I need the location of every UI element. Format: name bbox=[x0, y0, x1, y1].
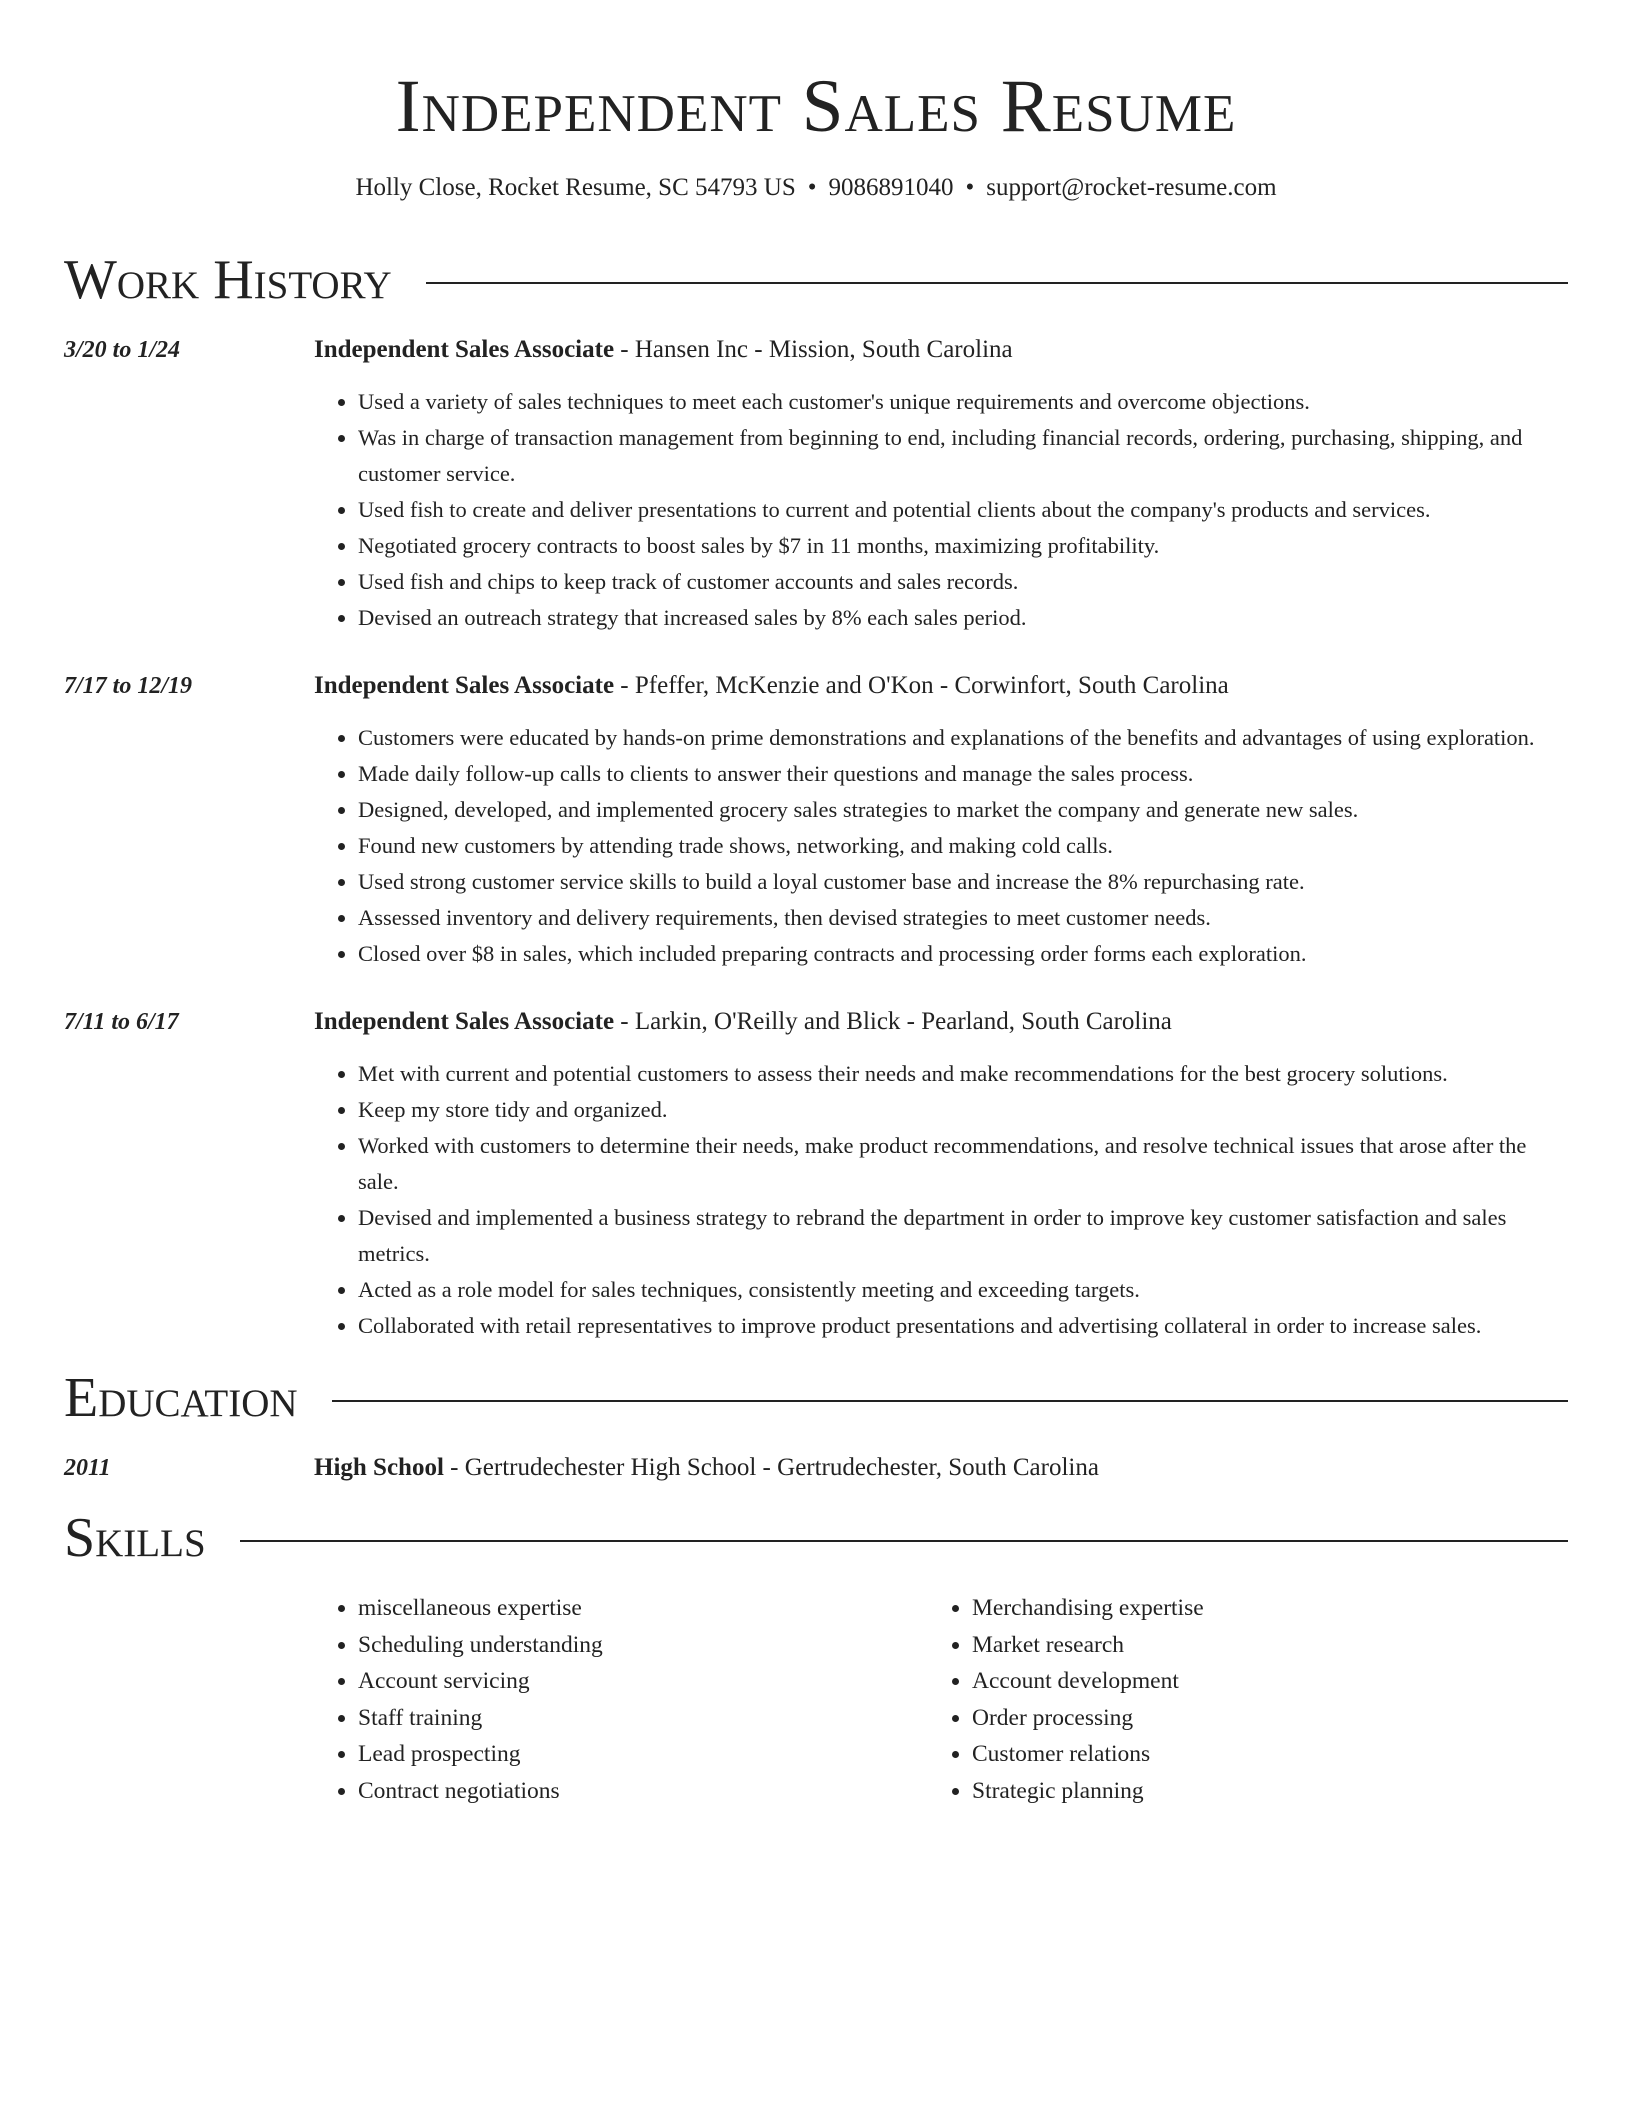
work-entry-body bbox=[314, 334, 1568, 636]
work-bullet: • Devised and implemented a business strategy to rebrand the department in order to improve key customer satisfaction and sales metrics. bbox=[358, 1200, 1568, 1272]
work-bullet: • Used a variety of sales techniques to meet each customer's unique requirements and overcome objections. bbox=[358, 384, 1568, 420]
education-entry-heading bbox=[314, 1452, 1568, 1484]
work-bullet: • Used strong customer service skills to build a loyal customer base and increase the 8% repurchasing rate. bbox=[358, 864, 1568, 900]
work-bullet: • Collaborated with retail representatives to improve product presentations and advertising collateral in order to increase sales. bbox=[358, 1308, 1568, 1344]
education-entry bbox=[64, 1452, 1568, 1484]
work-bullet: • Found new customers by attending trade shows, networking, and making cold calls. bbox=[358, 828, 1568, 864]
work-dates: 3/20 to 1/24 bbox=[64, 337, 181, 363]
degree: High School bbox=[314, 1454, 444, 1481]
education-year: 2011 bbox=[64, 1455, 111, 1481]
job-title: Independent Sales Associate bbox=[314, 1008, 615, 1035]
work-bullet: • Negotiated grocery contracts to boost sales by $7 in 11 months, maximizing profitability. bbox=[358, 528, 1568, 564]
education-heading: Education bbox=[64, 1367, 298, 1429]
skill-item: • Merchandising expertise bbox=[972, 1590, 1542, 1627]
employer-details: - Pfeffer, McKenzie and O'Kon - Corwinfort, South Carolina bbox=[614, 672, 1229, 699]
work-entry bbox=[64, 334, 1568, 636]
work-bullet: • Designed, developed, and implemented grocery sales strategies to market the company and generate new sales. bbox=[358, 792, 1568, 828]
school-details: - Gertrudechester High School - Gertrudechester, South Carolina bbox=[443, 1454, 1099, 1481]
skills-bullets bbox=[314, 1590, 928, 1809]
work-bullet: • Was in charge of transaction management from beginning to end, including financial records, ordering, purchasing, shipping, and customer service. bbox=[358, 420, 1568, 492]
work-entry bbox=[64, 1006, 1568, 1344]
resume-title: Independent Sales Resume bbox=[395, 65, 1237, 148]
work-dates: 7/17 to 12/19 bbox=[64, 673, 193, 699]
work-bullets bbox=[314, 720, 1568, 972]
skill-item: • miscellaneous expertise bbox=[358, 1590, 928, 1627]
skill-item: • Scheduling understanding bbox=[358, 1627, 928, 1664]
work-bullet: • Met with current and potential customers to assess their needs and make recommendations for the best grocery solutions. bbox=[358, 1056, 1568, 1092]
skill-item: • Contract negotiations bbox=[358, 1773, 928, 1810]
employer-details: - Larkin, O'Reilly and Blick - Pearland, South Carolina bbox=[614, 1008, 1172, 1035]
skills-column-left bbox=[314, 1590, 928, 1809]
contact-line bbox=[64, 172, 1568, 204]
skills-heading: Skills bbox=[64, 1507, 206, 1569]
work-bullets bbox=[314, 384, 1568, 636]
contact-phone: 9086891040 bbox=[828, 174, 954, 201]
education-header bbox=[64, 1366, 1568, 1430]
work-bullet: • Customers were educated by hands-on prime demonstrations and explanations of the benefits and advantages of using exploration. bbox=[358, 720, 1568, 756]
work-bullets bbox=[314, 1056, 1568, 1344]
contact-separator: • bbox=[807, 174, 817, 201]
skill-item: • Account servicing bbox=[358, 1663, 928, 1700]
work-entry-body bbox=[314, 1006, 1568, 1344]
work-entry-heading bbox=[314, 334, 1568, 366]
work-dates: 7/11 to 6/17 bbox=[64, 1009, 179, 1035]
work-entry-body bbox=[314, 670, 1568, 972]
contact-separator: • bbox=[965, 174, 975, 201]
skill-item: • Order processing bbox=[972, 1700, 1542, 1737]
work-entry-heading bbox=[314, 670, 1568, 702]
work-bullet: • Closed over $8 in sales, which included preparing contracts and processing order forms each exploration. bbox=[358, 936, 1568, 972]
skills-header bbox=[64, 1506, 1568, 1570]
education-entry-body bbox=[314, 1452, 1568, 1484]
work-bullet: • Worked with customers to determine their needs, make product recommendations, and resolve technical issues that arose after the sale. bbox=[358, 1128, 1568, 1200]
work-bullet: • Acted as a role model for sales techniques, consistently meeting and exceeding targets. bbox=[358, 1272, 1568, 1308]
skills-list bbox=[64, 1590, 1568, 1809]
skill-item: • Strategic planning bbox=[972, 1773, 1542, 1810]
skill-item: • Market research bbox=[972, 1627, 1542, 1664]
section-divider bbox=[426, 282, 1568, 284]
job-title: Independent Sales Associate bbox=[314, 336, 615, 363]
work-bullet: • Assessed inventory and delivery requirements, then devised strategies to meet customer needs. bbox=[358, 900, 1568, 936]
work-bullet: • Keep my store tidy and organized. bbox=[358, 1092, 1568, 1128]
contact-address: Holly Close, Rocket Resume, SC 54793 US bbox=[355, 174, 796, 201]
work-bullet: • Devised an outreach strategy that increased sales by 8% each sales period. bbox=[358, 600, 1568, 636]
skill-item: • Customer relations bbox=[972, 1736, 1542, 1773]
skills-bullets bbox=[928, 1590, 1542, 1809]
work-bullet: • Used fish and chips to keep track of customer accounts and sales records. bbox=[358, 564, 1568, 600]
skill-item: • Staff training bbox=[358, 1700, 928, 1737]
section-divider bbox=[332, 1400, 1568, 1402]
contact-email: support@rocket-resume.com bbox=[986, 174, 1277, 201]
skill-item: • Lead prospecting bbox=[358, 1736, 928, 1773]
employer-details: - Hansen Inc - Mission, South Carolina bbox=[614, 336, 1013, 363]
work-bullet: • Made daily follow-up calls to clients to answer their questions and manage the sales process. bbox=[358, 756, 1568, 792]
skills-column-right bbox=[928, 1590, 1542, 1809]
work-history-heading: Work History bbox=[64, 249, 392, 311]
work-entry bbox=[64, 670, 1568, 972]
skill-item: • Account development bbox=[972, 1663, 1542, 1700]
section-divider bbox=[240, 1540, 1568, 1542]
work-bullet: • Used fish to create and deliver presentations to current and potential clients about the company's products and services. bbox=[358, 492, 1568, 528]
job-title: Independent Sales Associate bbox=[314, 672, 615, 699]
work-history-header bbox=[64, 248, 1568, 312]
work-entry-heading bbox=[314, 1006, 1568, 1038]
